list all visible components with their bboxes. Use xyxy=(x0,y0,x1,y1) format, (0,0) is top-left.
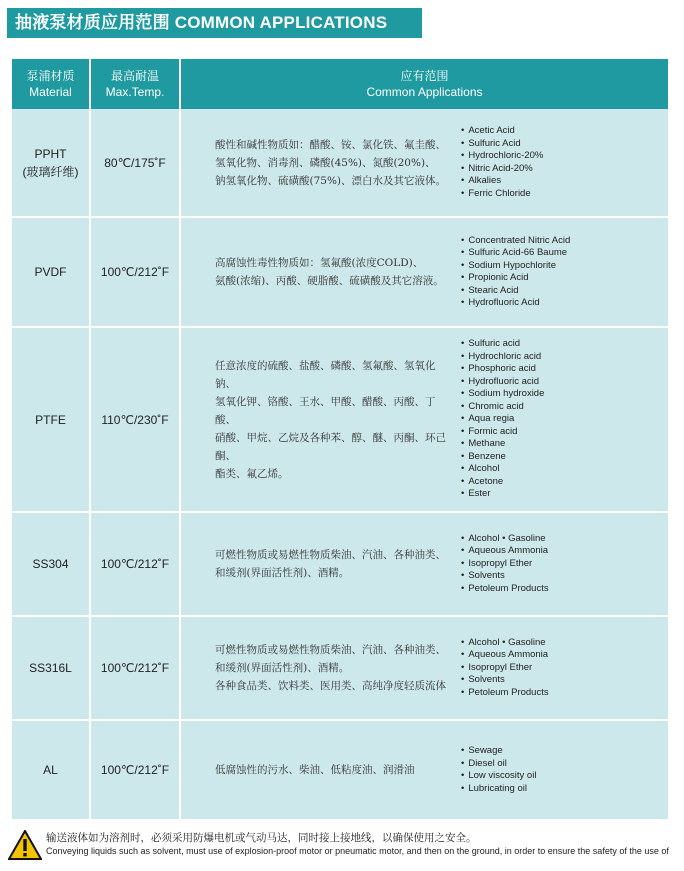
applications-zh-line: 酯类、氟乙烯。 xyxy=(215,467,289,480)
applications-cell xyxy=(180,109,668,217)
list-item: • Hydrochloric-20% xyxy=(461,150,668,163)
applications-zh-line: 低腐蚀性的污水、柴油、低粘度油、润滑油 xyxy=(215,764,415,776)
header-app-en: Common Applications xyxy=(366,85,483,99)
applications-en xyxy=(453,235,668,310)
material-label: SS316L xyxy=(29,661,72,675)
max-temp-cell: 100℃/212˚F xyxy=(90,217,180,327)
applications-content xyxy=(181,235,668,310)
material-cell xyxy=(12,616,90,720)
list-item: • Isopropyl Ether xyxy=(461,558,668,571)
warning-text-en: Conveying liquids such as solvent, must use of explosion-proof motor or pneumatic motor, and then on the ground, in order to ensure the safety of the use of xyxy=(46,846,669,856)
applications-zh-line: 高腐蚀性毒性物质如：氢氟酸(浓度COLD)、 xyxy=(215,257,424,269)
list-item: • Acetone xyxy=(461,476,668,489)
list-item: • Formic acid xyxy=(461,426,668,439)
list-item: • Sulfuric Acid xyxy=(461,138,668,151)
applications-zh-line: 可燃性物质或易燃性物质柴油、汽油、各种油类、 xyxy=(215,644,446,656)
list-item: • Sodium Hypochlorite xyxy=(461,260,668,273)
applications-zh xyxy=(181,641,453,695)
material-cell xyxy=(12,512,90,616)
applications-zh-line: 氢氧化钾、铬酸、王水、甲酸、醋酸、丙酸、丁酸、 xyxy=(215,395,436,426)
applications-en-list xyxy=(461,338,668,501)
list-item: • Petoleum Products xyxy=(461,687,668,700)
applications-zh-line: 可燃性物质或易燃性物质柴油、汽油、各种油类、 xyxy=(215,549,446,561)
list-item: • Stearic Acid xyxy=(461,285,668,298)
applications-en xyxy=(453,125,668,200)
list-item: • Alcohol xyxy=(461,463,668,476)
material-cell xyxy=(12,109,90,217)
applications-zh xyxy=(181,254,453,290)
material-label: (玻璃纤维) xyxy=(22,164,79,179)
table-row xyxy=(12,217,668,327)
table-row xyxy=(12,616,668,720)
applications-en-list xyxy=(461,637,668,700)
table-row xyxy=(12,512,668,616)
applications-zh-line: 和缓剂(界面活性剂)、酒精。 xyxy=(215,567,350,579)
list-item: • Hydrofluoric acid xyxy=(461,376,668,389)
list-item: • Phosphoric acid xyxy=(461,363,668,376)
applications-en xyxy=(453,745,668,795)
applications-content xyxy=(181,533,668,596)
list-item: • Aqueous Ammonia xyxy=(461,649,668,662)
list-item: • Aqueous Ammonia xyxy=(461,545,668,558)
applications-en-list xyxy=(461,533,668,596)
material-label: PVDF xyxy=(34,265,67,279)
max-temp-cell: 100℃/212˚F xyxy=(90,720,180,820)
max-temp-cell: 80℃/175˚F xyxy=(90,109,180,217)
material-cell xyxy=(12,217,90,327)
applications-cell xyxy=(180,327,668,512)
applications-zh-line: 氢氧化物、消毒剂、磷酸(45%)、氮酸(20%)、 xyxy=(215,156,436,169)
header-applications xyxy=(180,59,668,109)
material-cell xyxy=(12,327,90,512)
list-item: • Low viscosity oil xyxy=(461,770,668,783)
applications-cell xyxy=(180,512,668,616)
header-material xyxy=(12,59,90,109)
applications-content xyxy=(181,637,668,700)
warning-text-zh: 输送液体如为溶剂时，必须采用防爆电机或气动马达，同时接上接地线，以确保使用之安全。 xyxy=(46,832,477,844)
list-item: • Alcohol • Gasoline xyxy=(461,637,668,650)
list-item: • Aqua regia xyxy=(461,413,668,426)
list-item: • Hydrochloric acid xyxy=(461,351,668,364)
applications-zh-line: 硝酸、甲烷、乙烷及各种苯、醇、醚、丙酮、环己酮、 xyxy=(215,431,446,462)
list-item: • Alkalies xyxy=(461,175,668,188)
applications-zh-line: 氨酸(浓缩)、丙酸、硬脂酸、硫磺酸及其它溶液。 xyxy=(215,275,444,287)
applications-en xyxy=(453,533,668,596)
list-item: • Solvents xyxy=(461,674,668,687)
applications-table xyxy=(12,59,668,821)
applications-zh-line: 和缓剂(界面活性剂)、酒精。 xyxy=(215,662,350,674)
header-app-zh: 应有范围 xyxy=(400,69,449,83)
applications-en xyxy=(453,338,668,501)
applications-zh xyxy=(181,357,453,483)
list-item: • Acetic Acid xyxy=(461,125,668,138)
list-item: • Ferric Chloride xyxy=(461,188,668,201)
applications-cell xyxy=(180,720,668,820)
applications-cell xyxy=(180,217,668,327)
header-temp-zh: 最高耐温 xyxy=(110,69,159,83)
list-item: • Benzene xyxy=(461,451,668,464)
applications-zh-line: 钠氢氧化物、硫磺酸(75%)、漂白水及其它液体。 xyxy=(215,174,447,187)
list-item: • Sulfuric acid xyxy=(461,338,668,351)
table-body xyxy=(12,109,668,820)
list-item: • Ester xyxy=(461,488,668,501)
safety-warning xyxy=(8,828,684,864)
applications-zh xyxy=(181,546,453,582)
applications-en-list xyxy=(461,235,668,310)
header-temp xyxy=(90,59,180,109)
list-item: • Diesel oil xyxy=(461,758,668,771)
list-item: • Nitric Acid-20% xyxy=(461,163,668,176)
material-label: PTFE xyxy=(35,412,66,427)
max-temp-cell: 100℃/212˚F xyxy=(90,512,180,616)
applications-cell xyxy=(180,616,668,720)
table-row xyxy=(12,720,668,820)
material-cell xyxy=(12,720,90,820)
applications-zh-line: 任意浓度的硫酸、盐酸、磷酸、氢氟酸、氢氧化钠、 xyxy=(215,359,436,390)
list-item: • Alcohol • Gasoline xyxy=(461,533,668,546)
max-temp-cell: 110℃/230˚F xyxy=(90,327,180,512)
applications-table-wrap xyxy=(12,59,668,821)
page-title: 抽液泵材质应用范围 COMMON APPLICATIONS xyxy=(7,8,422,38)
material-label: SS304 xyxy=(32,557,69,571)
warning-triangle-icon xyxy=(8,830,42,860)
applications-en-list xyxy=(461,745,668,795)
applications-content xyxy=(181,338,668,501)
list-item: • Sewage xyxy=(461,745,668,758)
applications-zh-line: 酸性和碱性物质如：醋酸、铵、氯化铁、氟圭酸、 xyxy=(215,138,446,151)
header-temp-en: Max.Temp. xyxy=(105,85,165,99)
applications-content xyxy=(181,125,668,200)
list-item: • Isopropyl Ether xyxy=(461,662,668,675)
table-row xyxy=(12,327,668,512)
list-item: • Concentrated Nitric Acid xyxy=(461,235,668,248)
list-item: • Sodium hydroxide xyxy=(461,388,668,401)
header-material-en: Material xyxy=(29,85,72,99)
list-item: • Propionic Acid xyxy=(461,272,668,285)
material-label: PPHT xyxy=(34,146,67,161)
list-item: • Hydrofluoric Acid xyxy=(461,297,668,310)
table-header-row xyxy=(12,59,668,109)
applications-zh xyxy=(181,136,453,190)
list-item: • Chromic acid xyxy=(461,401,668,414)
list-item: • Lubricating oil xyxy=(461,783,668,796)
list-item: • Methane xyxy=(461,438,668,451)
list-item: • Petoleum Products xyxy=(461,583,668,596)
list-item: • Sulfuric Acid-66 Baume xyxy=(461,247,668,260)
material-label: AL xyxy=(43,763,58,777)
applications-zh-line: 各种食品类、饮料类、医用类、高纯净度轻质流体 xyxy=(215,680,446,692)
list-item: • Solvents xyxy=(461,570,668,583)
applications-en xyxy=(453,637,668,700)
applications-zh xyxy=(181,761,453,779)
max-temp-cell: 100℃/212˚F xyxy=(90,616,180,720)
applications-en-list xyxy=(461,125,668,200)
header-material-zh: 泵浦材质 xyxy=(26,69,75,83)
table-row xyxy=(12,109,668,217)
applications-content xyxy=(181,745,668,795)
